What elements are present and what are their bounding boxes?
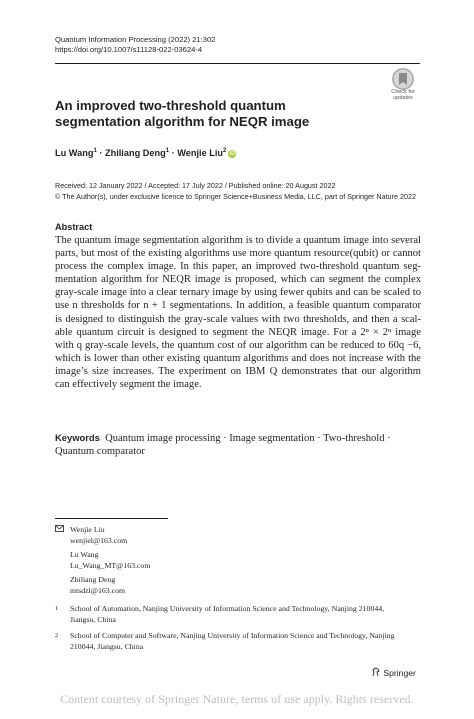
paper-title: An improved two-threshold quantum segmentation algorithm for NEQR image	[55, 98, 310, 129]
bookmark-icon	[392, 68, 414, 90]
abstract-line: use n thresholds for n + 1 segmentations. In addition, a feasible quantum comparator	[55, 300, 421, 312]
abstract-line: which is lower than other existing quantum algorithms and does not increase with the	[55, 352, 421, 364]
author-contact	[70, 574, 125, 596]
abstract-line: mentation algorithm for NEQR image is proposed, which can segment the complex	[55, 274, 421, 286]
journal-header	[55, 35, 215, 55]
badge-label: Check for updates	[391, 89, 415, 101]
contact-name: Zhiliang Deng	[70, 575, 116, 584]
doi-link[interactable]: https://doi.org/10.1007/s11128-022-03624-4	[55, 45, 203, 54]
springer-horse-icon	[371, 668, 383, 678]
abstract-line: with q gray-scale levels, the quantum cost of our algorithm can be reduced to 60q −6,	[55, 339, 421, 351]
copyright-notice: © The Author(s), under exclusive licence to Springer Science+Business Media, LLC, part of Springer Nature 2022	[55, 192, 416, 201]
abstract-heading: Abstract	[55, 222, 93, 232]
publisher-name: Springer	[383, 668, 416, 678]
history-dates: Received: 12 January 2022 / Accepted: 17 July 2022 / Published online: 20 August 2022	[55, 181, 336, 190]
contact-email[interactable]: wenjiel@163.com	[70, 536, 128, 545]
affiliation-number: 1	[55, 605, 59, 612]
author-name[interactable]: Lu Wang	[55, 148, 94, 159]
contact-email[interactable]: mtsdzl@163.com	[70, 586, 126, 595]
author-name[interactable]: Wenjie Liu	[177, 148, 224, 159]
envelope-icon	[55, 524, 64, 534]
affiliation-marker: 2	[223, 148, 227, 154]
abstract-text	[55, 234, 421, 391]
article-history	[55, 180, 420, 202]
abstract-line: The quantum image segmentation algorithm is to divide a quantum image into several	[55, 235, 421, 246]
contact-email[interactable]: Lu_Wang_MT@163.com	[70, 561, 151, 570]
abstract-line: able quantum circuit is designed to segment the NEQR image. For a 2ⁿ × 2ⁿ image	[55, 326, 421, 338]
springer-logo	[371, 667, 416, 678]
affiliation-marker: 1	[93, 148, 97, 154]
abstract-line: gray-scale image into a clear ternary image by using fewer qubits and can be scaled to	[55, 287, 421, 299]
affiliation	[55, 603, 420, 627]
affiliation	[55, 630, 420, 654]
affiliation-text: School of Computer and Software, Nanjing University of Information Science and Technology, Nanjing 210044, Jiangsu, China	[70, 631, 395, 651]
abstract-line: can effectively segment the image.	[55, 379, 202, 391]
contact-name: Wenjie Liu	[70, 525, 105, 534]
keywords-block	[55, 431, 421, 458]
abstract-line: process the complex image. In this paper, an improved two-threshold quantum seg-	[55, 261, 421, 273]
footnote-rule	[55, 518, 168, 519]
orcid-icon[interactable]: iD	[229, 151, 235, 158]
contact-name: Lu Wang	[70, 550, 99, 559]
author-name[interactable]: Zhiliang Deng	[104, 148, 166, 159]
author-list: Lu Wang$^1$ · Zhiliang Deng$^1$ · Wenjie Liu$^2$iD	[55, 148, 235, 159]
affiliation-number: 2	[55, 632, 59, 639]
keywords-label: Keywords	[55, 432, 100, 443]
journal-citation: Quantum Information Processing (2022) 21:302	[55, 35, 216, 44]
abstract-line: image’s size increases. The experiment on IBM Q demonstrates that our algorithm	[55, 365, 421, 377]
keywords-line: Quantum image processing · Image segmentation · Two-threshold ·	[105, 433, 391, 444]
abstract-line: parts, but most of the existing algorithms use more quantum resource(qubit) or cannot	[55, 248, 421, 260]
affiliation-text: School of Automation, Nanjing University of Information Science and Technology, Nanjing 210044, Jiangsu, China	[70, 604, 385, 624]
abstract-line: is designed to distinguish the gray-scale values with two thresholds, and then a scal-	[55, 313, 421, 325]
corresponding-author	[70, 524, 127, 546]
header-rule	[55, 63, 420, 64]
affiliation-marker: 1	[165, 148, 170, 154]
author-contact	[70, 549, 150, 571]
check-for-updates-badge[interactable]	[386, 68, 420, 102]
courtesy-watermark: Content courtesy of Springer Nature, terms of use apply. Rights reserved.	[60, 692, 414, 706]
keywords-line: Quantum comparator	[55, 446, 145, 458]
